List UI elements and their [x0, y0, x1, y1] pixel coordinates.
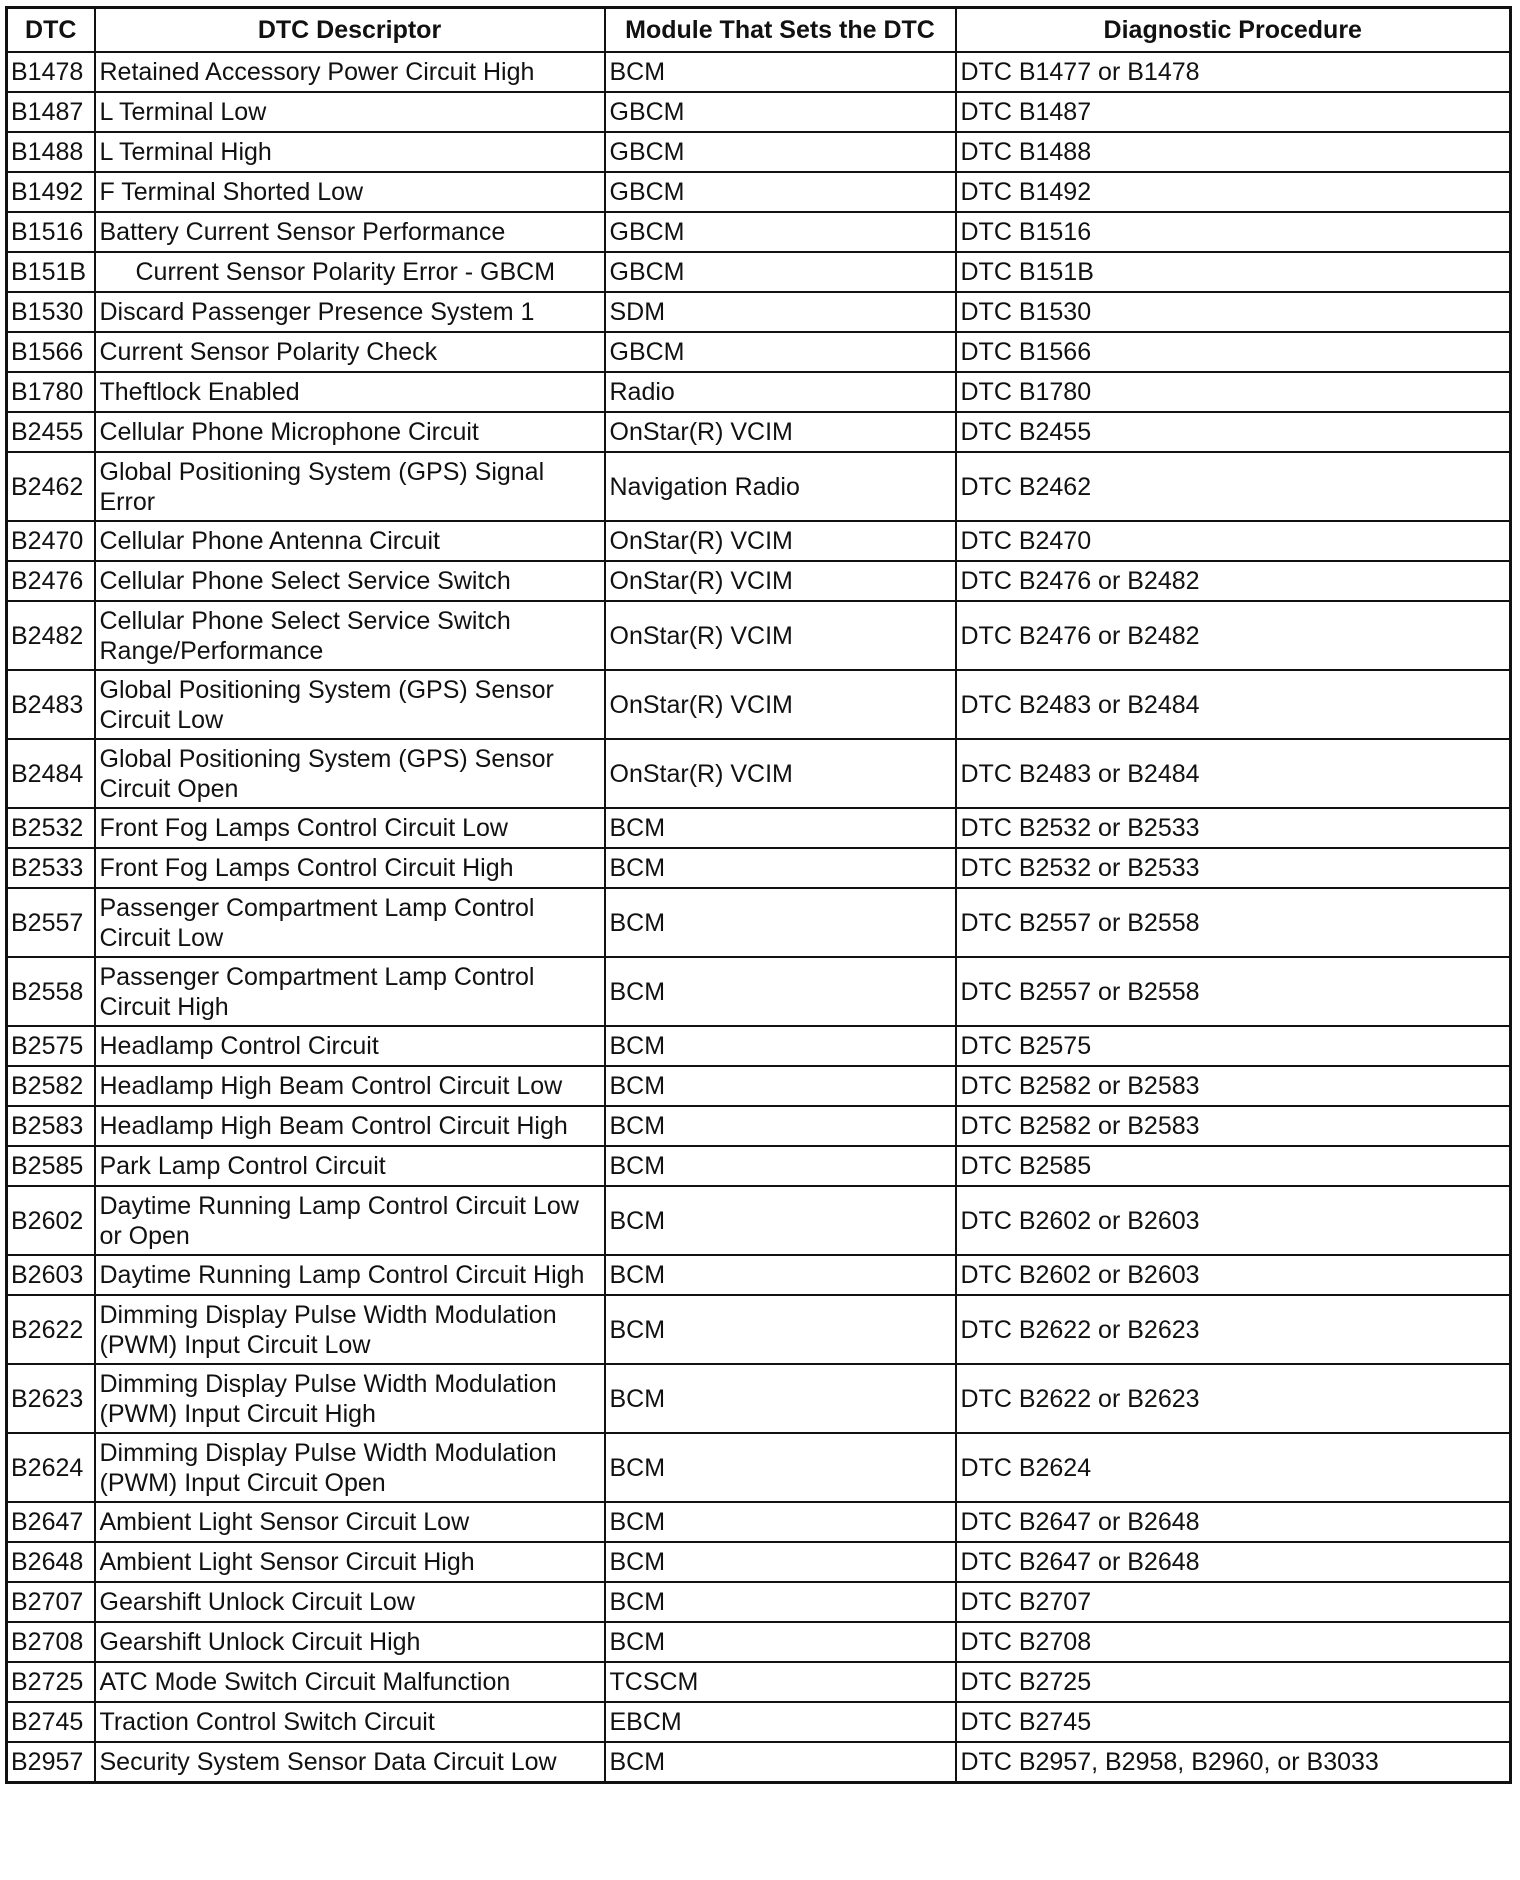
dtc-descriptor-cell: Cellular Phone Select Service Switch Range/Performance [95, 601, 605, 670]
diagnostic-procedure-cell: DTC B2725 [956, 1662, 1511, 1702]
table-row [7, 1702, 1511, 1742]
table-row [7, 1742, 1511, 1783]
diagnostic-procedure-cell: DTC B2582 or B2583 [956, 1106, 1511, 1146]
dtc-descriptor-cell: Headlamp High Beam Control Circuit Low [95, 1066, 605, 1106]
header-dtc: DTC [7, 8, 95, 53]
dtc-code-cell: B2532 [7, 808, 95, 848]
diagnostic-procedure-cell: DTC B1488 [956, 132, 1511, 172]
diagnostic-procedure-cell: DTC B2624 [956, 1433, 1511, 1502]
table-row [7, 1186, 1511, 1255]
table-row [7, 372, 1511, 412]
diagnostic-procedure-cell: DTC B2483 or B2484 [956, 670, 1511, 739]
dtc-code-cell: B1478 [7, 52, 95, 92]
dtc-code-cell: B1516 [7, 212, 95, 252]
diagnostic-procedure-cell: DTC B2476 or B2482 [956, 561, 1511, 601]
table-row [7, 888, 1511, 957]
dtc-code-cell: B2558 [7, 957, 95, 1026]
dtc-code-cell: B1487 [7, 92, 95, 132]
dtc-descriptor-cell: Current Sensor Polarity Check [95, 332, 605, 372]
diagnostic-procedure-cell: DTC B2582 or B2583 [956, 1066, 1511, 1106]
table-row [7, 1026, 1511, 1066]
dtc-code-cell: B2583 [7, 1106, 95, 1146]
dtc-descriptor-cell: Cellular Phone Microphone Circuit [95, 412, 605, 452]
dtc-descriptor-cell: Global Positioning System (GPS) Signal Error [95, 452, 605, 521]
diagnostic-procedure-cell: DTC B2470 [956, 521, 1511, 561]
module-cell: BCM [605, 1542, 956, 1582]
table-row [7, 1622, 1511, 1662]
dtc-code-cell: B2484 [7, 739, 95, 808]
dtc-descriptor-cell: Dimming Display Pulse Width Modulation (PWM) Input Circuit High [95, 1364, 605, 1433]
table-row [7, 172, 1511, 212]
dtc-code-cell: B2707 [7, 1582, 95, 1622]
dtc-descriptor-cell: Dimming Display Pulse Width Modulation (PWM) Input Circuit Open [95, 1433, 605, 1502]
dtc-code-cell: B2483 [7, 670, 95, 739]
dtc-descriptor-cell: Global Positioning System (GPS) Sensor Circuit Open [95, 739, 605, 808]
dtc-code-cell: B2624 [7, 1433, 95, 1502]
dtc-code-cell: B2582 [7, 1066, 95, 1106]
module-cell: GBCM [605, 212, 956, 252]
module-cell: BCM [605, 888, 956, 957]
module-cell: OnStar(R) VCIM [605, 412, 956, 452]
dtc-descriptor-cell: Front Fog Lamps Control Circuit Low [95, 808, 605, 848]
dtc-code-cell: B1566 [7, 332, 95, 372]
dtc-table [5, 6, 1512, 1784]
table-row [7, 561, 1511, 601]
table-row [7, 1433, 1511, 1502]
dtc-descriptor-cell: Cellular Phone Antenna Circuit [95, 521, 605, 561]
table-row [7, 739, 1511, 808]
dtc-code-cell: B2455 [7, 412, 95, 452]
dtc-descriptor-cell: Headlamp Control Circuit [95, 1026, 605, 1066]
diagnostic-procedure-cell: DTC B2557 or B2558 [956, 957, 1511, 1026]
dtc-descriptor-cell: Passenger Compartment Lamp Control Circuit High [95, 957, 605, 1026]
table-row [7, 957, 1511, 1026]
table-row [7, 1662, 1511, 1702]
diagnostic-procedure-cell: DTC B2745 [956, 1702, 1511, 1742]
dtc-code-cell: B2575 [7, 1026, 95, 1066]
table-row [7, 1364, 1511, 1433]
diagnostic-procedure-cell: DTC B2532 or B2533 [956, 808, 1511, 848]
table-row [7, 1295, 1511, 1364]
module-cell: OnStar(R) VCIM [605, 601, 956, 670]
diagnostic-procedure-cell: DTC B2622 or B2623 [956, 1295, 1511, 1364]
table-row [7, 1542, 1511, 1582]
diagnostic-procedure-cell: DTC B2476 or B2482 [956, 601, 1511, 670]
diagnostic-procedure-cell: DTC B1530 [956, 292, 1511, 332]
dtc-code-cell: B2557 [7, 888, 95, 957]
module-cell: SDM [605, 292, 956, 332]
table-row [7, 670, 1511, 739]
module-cell: BCM [605, 808, 956, 848]
dtc-code-cell: B1530 [7, 292, 95, 332]
module-cell: BCM [605, 1146, 956, 1186]
dtc-code-cell: B2623 [7, 1364, 95, 1433]
dtc-descriptor-cell: Cellular Phone Select Service Switch [95, 561, 605, 601]
table-row [7, 332, 1511, 372]
module-cell: BCM [605, 1255, 956, 1295]
module-cell: GBCM [605, 92, 956, 132]
module-cell: EBCM [605, 1702, 956, 1742]
dtc-code-cell: B2648 [7, 1542, 95, 1582]
diagnostic-procedure-cell: DTC B2647 or B2648 [956, 1502, 1511, 1542]
dtc-code-cell: B151B [7, 252, 95, 292]
diagnostic-procedure-cell: DTC B2585 [956, 1146, 1511, 1186]
dtc-code-cell: B2462 [7, 452, 95, 521]
table-header [7, 8, 1511, 53]
table-row [7, 212, 1511, 252]
dtc-code-cell: B2745 [7, 1702, 95, 1742]
module-cell: GBCM [605, 132, 956, 172]
module-cell: BCM [605, 1582, 956, 1622]
module-cell: GBCM [605, 252, 956, 292]
module-cell: BCM [605, 1066, 956, 1106]
dtc-code-cell: B1488 [7, 132, 95, 172]
diagnostic-procedure-cell: DTC B1477 or B1478 [956, 52, 1511, 92]
module-cell: GBCM [605, 172, 956, 212]
header-row [7, 8, 1511, 53]
dtc-code-cell: B1492 [7, 172, 95, 212]
module-cell: BCM [605, 1186, 956, 1255]
diagnostic-procedure-cell: DTC B2708 [956, 1622, 1511, 1662]
module-cell: BCM [605, 848, 956, 888]
dtc-descriptor-cell: Traction Control Switch Circuit [95, 1702, 605, 1742]
dtc-code-cell: B2708 [7, 1622, 95, 1662]
header-diagnostic-procedure: Diagnostic Procedure [956, 8, 1511, 53]
module-cell: OnStar(R) VCIM [605, 739, 956, 808]
module-cell: Navigation Radio [605, 452, 956, 521]
table-body [7, 52, 1511, 1783]
dtc-code-cell: B2622 [7, 1295, 95, 1364]
diagnostic-procedure-cell: DTC B151B [956, 252, 1511, 292]
header-module: Module That Sets the DTC [605, 8, 956, 53]
dtc-code-cell: B1780 [7, 372, 95, 412]
dtc-code-cell: B2470 [7, 521, 95, 561]
diagnostic-procedure-cell: DTC B1487 [956, 92, 1511, 132]
diagnostic-procedure-cell: DTC B2455 [956, 412, 1511, 452]
diagnostic-procedure-cell: DTC B2602 or B2603 [956, 1255, 1511, 1295]
table-row [7, 412, 1511, 452]
module-cell: TCSCM [605, 1662, 956, 1702]
module-cell: BCM [605, 1364, 956, 1433]
dtc-code-cell: B2602 [7, 1186, 95, 1255]
dtc-descriptor-cell: Battery Current Sensor Performance [95, 212, 605, 252]
table-row [7, 1146, 1511, 1186]
dtc-descriptor-cell: Ambient Light Sensor Circuit High [95, 1542, 605, 1582]
module-cell: Radio [605, 372, 956, 412]
module-cell: OnStar(R) VCIM [605, 670, 956, 739]
table-row [7, 848, 1511, 888]
table-row [7, 452, 1511, 521]
dtc-code-cell: B2647 [7, 1502, 95, 1542]
table-row [7, 132, 1511, 172]
dtc-descriptor-cell: Daytime Running Lamp Control Circuit High [95, 1255, 605, 1295]
dtc-descriptor-cell: L Terminal High [95, 132, 605, 172]
diagnostic-procedure-cell: DTC B2622 or B2623 [956, 1364, 1511, 1433]
module-cell: BCM [605, 1106, 956, 1146]
module-cell: BCM [605, 1502, 956, 1542]
dtc-descriptor-cell: Gearshift Unlock Circuit Low [95, 1582, 605, 1622]
dtc-code-cell: B2957 [7, 1742, 95, 1783]
table-row [7, 601, 1511, 670]
diagnostic-procedure-cell: DTC B1516 [956, 212, 1511, 252]
module-cell: BCM [605, 1433, 956, 1502]
table-row [7, 292, 1511, 332]
dtc-descriptor-cell: Headlamp High Beam Control Circuit High [95, 1106, 605, 1146]
dtc-descriptor-cell: Park Lamp Control Circuit [95, 1146, 605, 1186]
diagnostic-procedure-cell: DTC B2575 [956, 1026, 1511, 1066]
dtc-descriptor-cell: Front Fog Lamps Control Circuit High [95, 848, 605, 888]
dtc-code-cell: B2585 [7, 1146, 95, 1186]
diagnostic-procedure-cell: DTC B2707 [956, 1582, 1511, 1622]
dtc-descriptor-cell: Daytime Running Lamp Control Circuit Low or Open [95, 1186, 605, 1255]
table-row [7, 252, 1511, 292]
dtc-code-cell: B2476 [7, 561, 95, 601]
module-cell: GBCM [605, 332, 956, 372]
diagnostic-procedure-cell: DTC B2483 or B2484 [956, 739, 1511, 808]
dtc-descriptor-cell: ATC Mode Switch Circuit Malfunction [95, 1662, 605, 1702]
dtc-descriptor-cell: Gearshift Unlock Circuit High [95, 1622, 605, 1662]
header-dtc-descriptor: DTC Descriptor [95, 8, 605, 53]
dtc-descriptor-cell: Discard Passenger Presence System 1 [95, 292, 605, 332]
module-cell: BCM [605, 1742, 956, 1783]
module-cell: BCM [605, 957, 956, 1026]
table-row [7, 1066, 1511, 1106]
dtc-code-cell: B2725 [7, 1662, 95, 1702]
module-cell: BCM [605, 52, 956, 92]
table-row [7, 808, 1511, 848]
dtc-descriptor-cell: L Terminal Low [95, 92, 605, 132]
dtc-descriptor-cell: Theftlock Enabled [95, 372, 605, 412]
table-row [7, 1255, 1511, 1295]
diagnostic-procedure-cell: DTC B1780 [956, 372, 1511, 412]
diagnostic-procedure-cell: DTC B2462 [956, 452, 1511, 521]
dtc-descriptor-cell: Ambient Light Sensor Circuit Low [95, 1502, 605, 1542]
module-cell: BCM [605, 1026, 956, 1066]
dtc-descriptor-cell: Global Positioning System (GPS) Sensor Circuit Low [95, 670, 605, 739]
dtc-descriptor-cell: Passenger Compartment Lamp Control Circuit Low [95, 888, 605, 957]
table-row [7, 1106, 1511, 1146]
dtc-descriptor-cell: Security System Sensor Data Circuit Low [95, 1742, 605, 1783]
dtc-code-cell: B2603 [7, 1255, 95, 1295]
diagnostic-procedure-cell: DTC B2557 or B2558 [956, 888, 1511, 957]
module-cell: BCM [605, 1622, 956, 1662]
dtc-code-cell: B2482 [7, 601, 95, 670]
dtc-code-cell: B2533 [7, 848, 95, 888]
module-cell: OnStar(R) VCIM [605, 521, 956, 561]
dtc-descriptor-cell: Current Sensor Polarity Error - GBCM [95, 252, 605, 292]
diagnostic-procedure-cell: DTC B2647 or B2648 [956, 1542, 1511, 1582]
diagnostic-procedure-cell: DTC B1566 [956, 332, 1511, 372]
table-row [7, 521, 1511, 561]
diagnostic-procedure-cell: DTC B2602 or B2603 [956, 1186, 1511, 1255]
dtc-descriptor-cell: Retained Accessory Power Circuit High [95, 52, 605, 92]
dtc-descriptor-cell: Dimming Display Pulse Width Modulation (PWM) Input Circuit Low [95, 1295, 605, 1364]
table-row [7, 92, 1511, 132]
table-row [7, 52, 1511, 92]
module-cell: OnStar(R) VCIM [605, 561, 956, 601]
module-cell: BCM [605, 1295, 956, 1364]
dtc-descriptor-cell: F Terminal Shorted Low [95, 172, 605, 212]
diagnostic-procedure-cell: DTC B2957, B2958, B2960, or B3033 [956, 1742, 1511, 1783]
diagnostic-procedure-cell: DTC B1492 [956, 172, 1511, 212]
table-row [7, 1502, 1511, 1542]
table-row [7, 1582, 1511, 1622]
diagnostic-procedure-cell: DTC B2532 or B2533 [956, 848, 1511, 888]
